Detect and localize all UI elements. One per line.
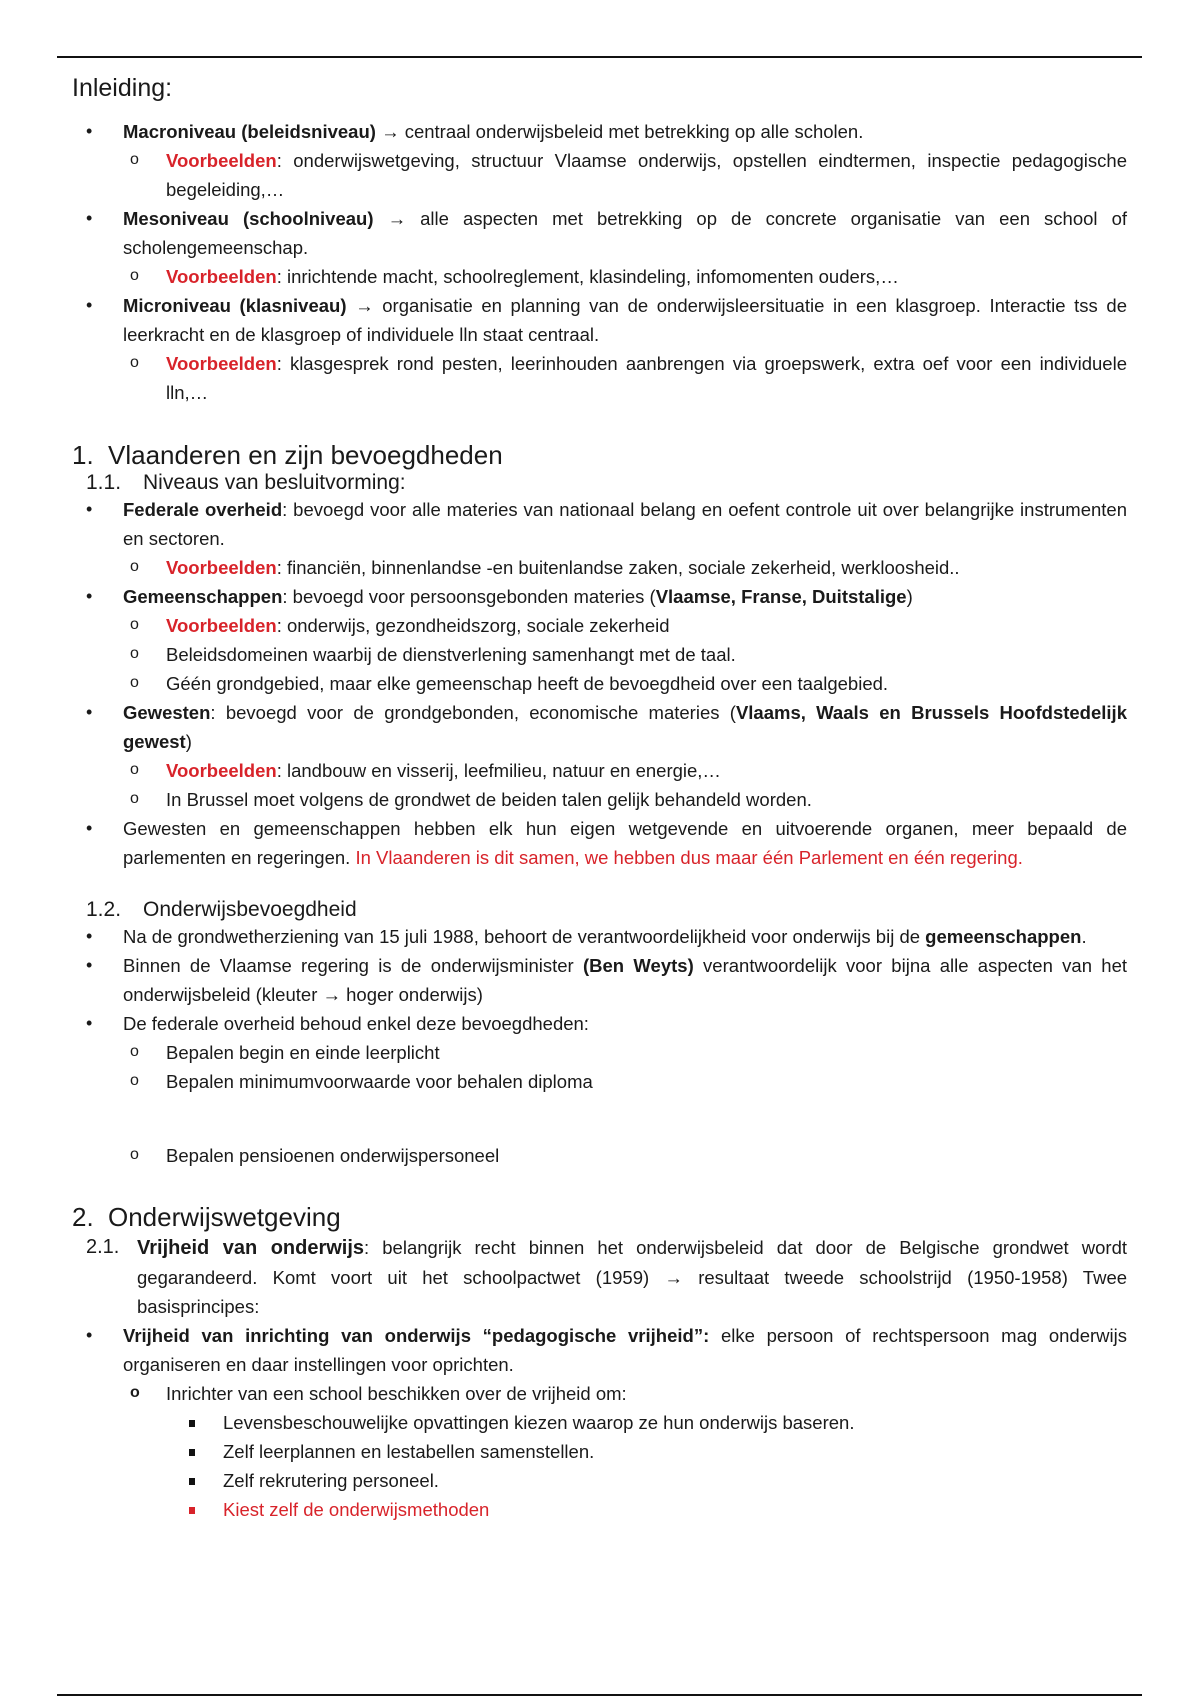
list-item: o Voorbeelden: landbouw en visserij, leefmilieu, natuur en energie,… [72, 756, 1127, 785]
section-1-2-heading: 1.2. Onderwijsbevoegdheid [86, 898, 357, 921]
list-item: • De federale overheid behoud enkel deze bevoegdheden: [72, 1009, 1127, 1038]
list-item: • Mesoniveau (schoolniveau) → alle aspecten met betrekking op de concrete organisatie van een school of scholengemeenschap. [72, 204, 1127, 262]
list-item: o Beleidsdomeinen waarbij de dienstverlening samenhangt met de taal. [72, 640, 1127, 669]
list-item: • Macroniveau (beleidsniveau) → centraal onderwijsbeleid met betrekking op alle scholen. [72, 117, 1127, 146]
list-item: o Voorbeelden: klasgesprek rond pesten, leerinhouden aanbrengen via groepswerk, extra oef voor een individuele lln,… [72, 349, 1127, 407]
list-item: • Gewesten en gemeenschappen hebben elk hun eigen wetgevende en uitvoerende organen, meer bepaald de parlementen en regeringen. In Vlaanderen is dit samen, we hebben dus maar één Parlement en één regering. [72, 814, 1127, 872]
list-item: Zelf leerplannen en lestabellen samenstellen. [72, 1437, 1127, 1466]
section-1-heading: 1. Vlaanderen en zijn bevoegdheden [72, 440, 503, 470]
list-item: o Voorbeelden: onderwijs, gezondheidszorg, sociale zekerheid [72, 611, 1127, 640]
list-item: Kiest zelf de onderwijsmethoden [72, 1495, 1127, 1524]
list-item: • Vrijheid van inrichting van onderwijs “pedagogische vrijheid”: elke persoon of rechtspersoon mag onderwijs organiseren en daar instellingen voor oprichten. [72, 1321, 1127, 1379]
list-item: o Voorbeelden: inrichtende macht, schoolreglement, klasindeling, infomomenten ouders,… [72, 262, 1127, 291]
bottom-rule [57, 1694, 1142, 1696]
list-item: • Na de grondwetherziening van 15 juli 1988, behoort de verantwoordelijkheid voor onderwijs bij de gemeenschappen. [72, 922, 1127, 951]
section-1-1-heading: 1.1. Niveaus van besluitvorming: [86, 471, 406, 494]
top-rule [57, 56, 1142, 58]
list-item: • Microniveau (klasniveau) → organisatie en planning van de onderwijsleersituatie in een klasgroep. Interactie tss de leerkracht en de klasgroep of individuele lln staat centraal. [72, 291, 1127, 349]
list-item: o Géén grondgebied, maar elke gemeenschap heeft de bevoegdheid over een taalgebied. [72, 669, 1127, 698]
list-item: • Binnen de Vlaamse regering is de onderwijsminister (Ben Weyts) verantwoordelijk voor bijna alle aspecten van het onderwijsbeleid (kleuter → hoger onderwijs) [72, 951, 1127, 1009]
list-item: • Gemeenschappen: bevoegd voor persoonsgebonden materies (Vlaamse, Franse, Duitstalige) [72, 582, 1127, 611]
section-2-heading: 2. Onderwijswetgeving [72, 1202, 341, 1232]
section-2-1-paragraph: 2.1. Vrijheid van onderwijs: belangrijk recht binnen het onderwijsbeleid dat door de Belgische grondwet wordt gegarandeerd. Komt voort uit het schoolpactwet (1959) → resultaat tweede schoolstrijd (1950-1958) Twee basisprincipes: [86, 1236, 1128, 1317]
list-item: Levensbeschouwelijke opvattingen kiezen waarop ze hun onderwijs baseren. [72, 1408, 1127, 1437]
list-item: o Bepalen begin en einde leerplicht [72, 1038, 1127, 1067]
list-item: • Federale overheid: bevoegd voor alle materies van nationaal belang en oefent controle uit over belangrijke instrumenten en sectoren. [72, 495, 1127, 553]
list-item: o Bepalen minimumvoorwaarde voor behalen diploma [72, 1067, 1127, 1096]
list-item: Zelf rekrutering personeel. [72, 1466, 1127, 1495]
list-item: • Gewesten: bevoegd voor de grondgebonden, economische materies (Vlaams, Waals en Brussels Hoofdstedelijk gewest) [72, 698, 1127, 756]
list-item: o Inrichter van een school beschikken over de vrijheid om: [72, 1379, 1127, 1408]
list-item: o Voorbeelden: onderwijswetgeving, structuur Vlaamse onderwijs, opstellen eindtermen, inspectie pedagogische begeleiding,… [72, 146, 1127, 204]
list-item: o Voorbeelden: financiën, binnenlandse -en buitenlandse zaken, sociale zekerheid, werkloosheid.. [72, 553, 1127, 582]
list-item: o Bepalen pensioenen onderwijspersoneel [72, 1141, 1127, 1170]
list-item: o In Brussel moet volgens de grondwet de beiden talen gelijk behandeld worden. [72, 785, 1127, 814]
document-page [72, 70, 1127, 1524]
intro-heading: Inleiding: [72, 74, 173, 102]
